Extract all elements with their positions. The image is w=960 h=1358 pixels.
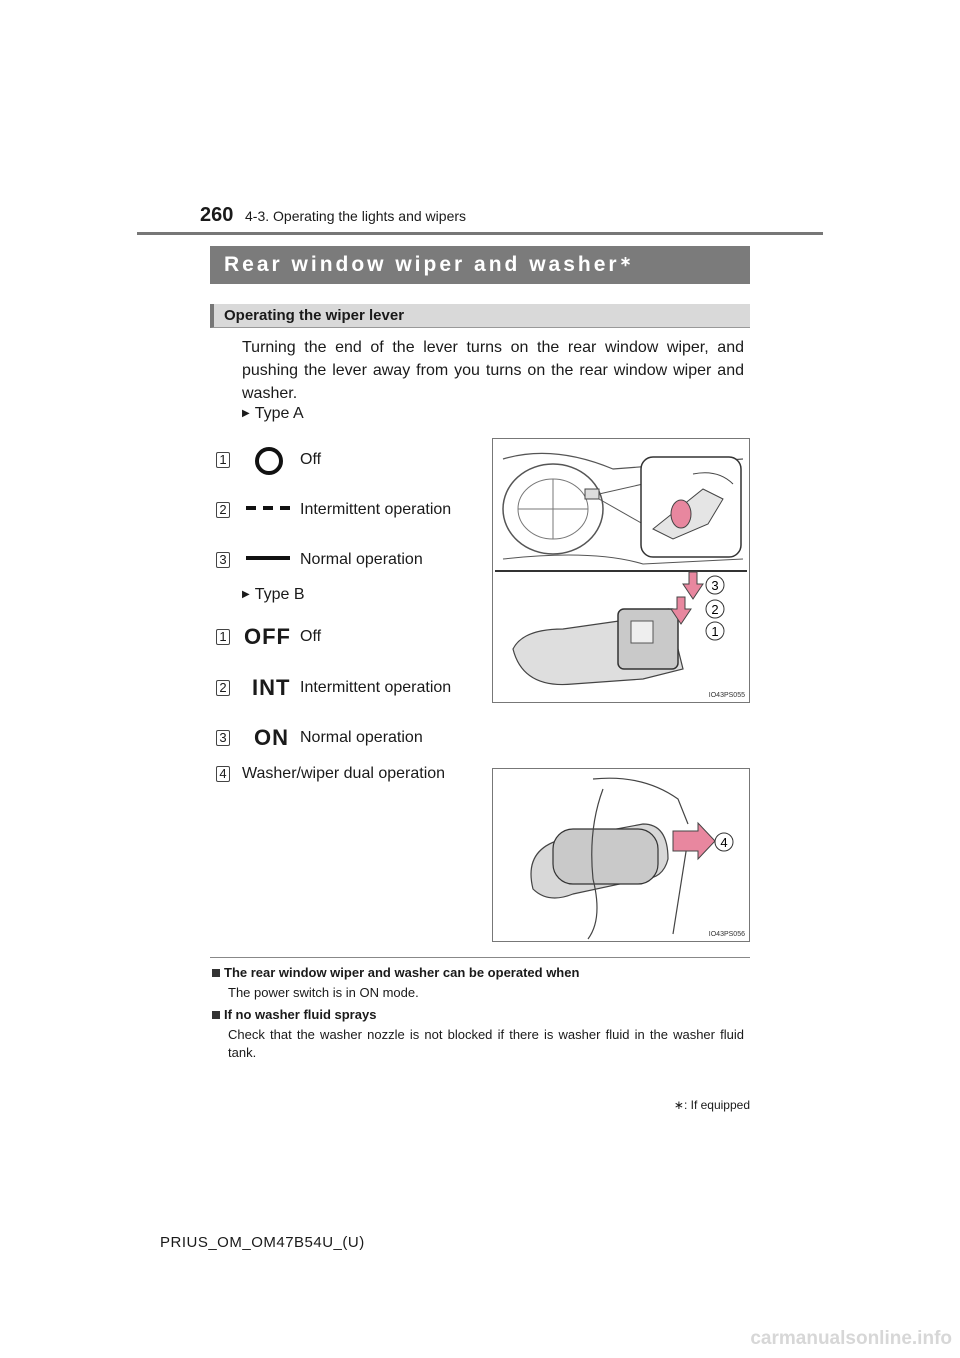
note-heading-text: The rear window wiper and washer can be operated when xyxy=(224,965,580,980)
callout-circle xyxy=(706,600,724,618)
item-label: Intermittent operation xyxy=(300,679,452,696)
item-number: 3 xyxy=(216,552,230,568)
item-number: 2 xyxy=(216,680,230,696)
square-bullet-icon xyxy=(212,1011,220,1019)
type-a-heading xyxy=(242,405,304,423)
item-label: Normal operation xyxy=(300,551,423,568)
section-title-text: Rear window wiper and washer xyxy=(224,253,620,276)
triangle-arrow-icon: ▶ xyxy=(242,589,250,600)
page-number: 260 xyxy=(200,204,234,226)
header-rule xyxy=(137,232,823,235)
footnote-text: : If equipped xyxy=(683,1098,750,1112)
note-block xyxy=(212,965,748,1002)
int-symbol: INT xyxy=(252,675,291,700)
type-b-heading xyxy=(242,586,305,604)
subheading-bar xyxy=(210,304,750,328)
solid-line-icon xyxy=(244,553,292,563)
footnote-marker: ∗ xyxy=(673,1098,684,1112)
callout-number: 2 xyxy=(711,602,719,617)
watermark: carmanualsonline.info xyxy=(750,1328,952,1349)
document-code: PRIUS_OM_OM47B54U_(U) xyxy=(160,1234,365,1251)
washer-lever-figure xyxy=(492,768,750,942)
note-heading-text: If no washer fluid sprays xyxy=(224,1007,377,1022)
section-title-bar xyxy=(210,246,750,284)
footnote xyxy=(674,1098,750,1112)
callout-number: 4 xyxy=(720,835,728,850)
item-number: 4 xyxy=(216,766,230,782)
callout-circle xyxy=(715,833,733,851)
callout-circle xyxy=(706,576,724,594)
dashboard-lever-illustration xyxy=(493,439,749,702)
subheading: Operating the wiper lever xyxy=(224,307,405,324)
item-label: Intermittent operation xyxy=(300,501,452,518)
intro-paragraph: Turning the end of the lever turns on the rear window wiper, and pushing the lever away from you turns on the rear window wiper and washer. xyxy=(242,339,744,402)
wiper-lever-figure xyxy=(492,438,750,703)
hand-pushing-lever-illustration xyxy=(493,769,749,941)
item-label: Off xyxy=(300,451,322,468)
notes-divider xyxy=(210,957,750,958)
note-body: The power switch is in ON mode. xyxy=(228,985,419,1000)
off-symbol: OFF xyxy=(244,624,291,649)
figure-code: IO43PS055 xyxy=(708,692,745,699)
note-block xyxy=(212,1007,748,1062)
item-label: Washer/wiper dual operation xyxy=(242,765,446,782)
square-bullet-icon xyxy=(212,969,220,977)
callout-circle xyxy=(706,622,724,640)
item-number: 2 xyxy=(216,502,230,518)
dashed-line-icon xyxy=(244,503,292,513)
note-body: Check that the washer nozzle is not blocked if there is washer fluid in the washer fluid tank. xyxy=(228,1027,744,1060)
on-symbol: ON xyxy=(254,725,289,750)
section-title xyxy=(224,253,631,277)
item-number: 1 xyxy=(216,629,230,645)
item-number: 1 xyxy=(216,452,230,468)
item-label: Normal operation xyxy=(300,729,423,746)
item-number: 3 xyxy=(216,730,230,746)
triangle-arrow-icon: ▶ xyxy=(242,408,250,419)
type-b-label: Type B xyxy=(254,586,305,603)
section-reference: 4-3. Operating the lights and wipers xyxy=(245,208,467,224)
callout-number: 3 xyxy=(711,578,719,593)
item-label: Off xyxy=(300,628,322,645)
note-heading xyxy=(212,1007,748,1022)
figure-code: IO43PS056 xyxy=(708,931,745,938)
note-heading xyxy=(212,965,748,980)
type-a-label: Type A xyxy=(254,405,304,422)
if-equipped-marker: ∗ xyxy=(619,253,632,269)
callout-number: 1 xyxy=(711,624,719,639)
circle-off-icon xyxy=(254,446,284,476)
